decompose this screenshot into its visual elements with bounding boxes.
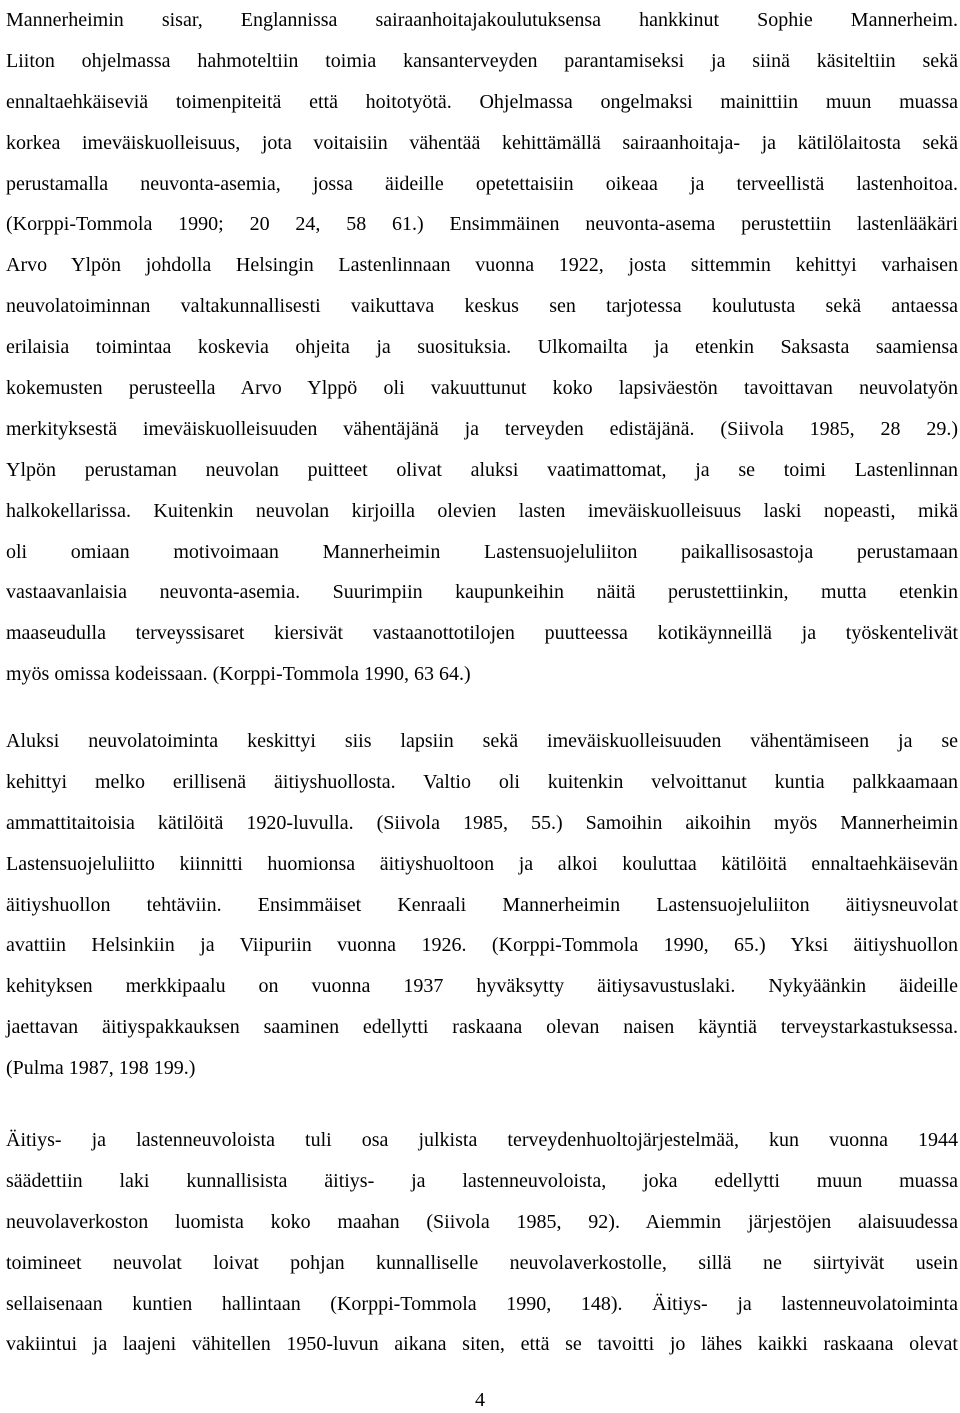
text-line: merkityksestä imeväiskuolleisuuden vähentäjänä ja terveyden edistäjänä. (Siivola 1985, 28 29.) bbox=[6, 417, 958, 440]
text-line: Liiton ohjelmassa hahmoteltiin toimia kansanterveyden parantamiseksi ja siinä käsiteltiin sekä bbox=[6, 49, 958, 72]
text-line: neuvolaverkoston luomista koko maahan (Siivola 1985, 92). Aiemmin järjestöjen alaisuudessa bbox=[6, 1210, 958, 1233]
text-line: Mannerheimin sisar, Englannissa sairaanhoitajakoulutuksensa hankkinut Sophie Mannerheim. bbox=[6, 9, 958, 31]
text-line: Ylpön perustaman neuvolan puitteet olivat aluksi vaatimattomat, ja se toimi Lastenlinnan bbox=[6, 458, 958, 481]
text-line: oli omiaan motivoimaan Mannerheimin Lastensuojeluliiton paikallisosastoja perustamaan bbox=[6, 540, 958, 563]
text-line: korkea imeväiskuolleisuus, jota voitaisiin vähentää kehittämällä sairaanhoitaja- ja kätilölaitosta sekä bbox=[6, 131, 958, 154]
text-line: neuvolatoiminnan valtakunnallisesti vaikuttava keskus sen tarjotessa koulutusta sekä antaessa bbox=[6, 295, 958, 318]
text-line: jaettavan äitiyspakkauksen saaminen edellytti raskaana olevan naisen käyntiä terveystarkastuksessa. bbox=[6, 1016, 958, 1039]
text-line: toimineet neuvolat loivat pohjan kunnalliselle neuvolaverkostolle, sillä ne siirtyivät usein bbox=[6, 1251, 958, 1274]
text-line: vakiintui ja laajeni vähitellen 1950-luvun aikana siten, että se tavoitti jo lähes kaikki raskaana olevat bbox=[6, 1333, 958, 1356]
text-line: ammattitaitoisia kätilöitä 1920-luvulla. (Siivola 1985, 55.) Samoihin aikoihin myös Mannerheimin bbox=[6, 811, 958, 834]
paragraph-1 bbox=[6, 0, 958, 695]
text-line: sellaisenaan kuntien hallintaan (Korppi-Tommola 1990, 148). Äitiys- ja lastenneuvolatoiminta bbox=[6, 1292, 958, 1315]
text-line: maaseudulla terveyssisaret kiersivät vastaanottotilojen puutteessa kotikäynneillä ja työskentelivät bbox=[6, 622, 958, 645]
text-line: (Pulma 1987, 198 199.) bbox=[6, 1057, 196, 1080]
text-line: ennaltaehkäiseviä toimenpiteitä että hoitotyötä. Ohjelmassa ongelmaksi mainittiin muun muassa bbox=[6, 90, 958, 113]
text-line: kehityksen merkkipaalu on vuonna 1937 hyväksytty äitiysavustuslaki. Nykyäänkin äideille bbox=[6, 975, 958, 998]
text-line: kokemusten perusteella Arvo Ylppö oli vakuuttunut koko lapsiväestön tavoittavan neuvolatyön bbox=[6, 377, 958, 400]
text-line: Äitiys- ja lastenneuvoloista tuli osa julkista terveydenhuoltojärjestelmää, kun vuonna 1944 bbox=[6, 1129, 958, 1151]
text-line: halkokellarissa. Kuitenkin neuvolan kirjoilla olevien lasten imeväiskuolleisuus laski nopeasti, mikä bbox=[6, 499, 958, 522]
text-line: myös omissa kodeissaan. (Korppi-Tommola 1990, 63 64.) bbox=[6, 663, 471, 686]
text-line: (Korppi-Tommola 1990; 20 24, 58 61.) Ensimmäinen neuvonta-asema perustettiin lastenlääkäri bbox=[6, 213, 958, 236]
text-line: erilaisia toimintaa koskevia ohjeita ja suosituksia. Ulkomailta ja etenkin Saksasta saamiensa bbox=[6, 336, 958, 359]
text-line: Lastensuojeluliitto kiinnitti huomionsa äitiyshuoltoon ja alkoi kouluttaa kätilöitä ennaltaehkäisevän bbox=[6, 852, 958, 875]
text-line: Aluksi neuvolatoiminta keskittyi siis lapsiin sekä imeväiskuolleisuuden vähentämiseen ja se bbox=[6, 730, 958, 752]
paragraph-3 bbox=[6, 1120, 958, 1365]
text-line: äitiyshuollon tehtäviin. Ensimmäiset Kenraali Mannerheimin Lastensuojeluliiton äitiysneuvolat bbox=[6, 893, 958, 916]
text-line: Arvo Ylpön johdolla Helsingin Lastenlinnaan vuonna 1922, josta sittemmin kehittyi varhaisen bbox=[6, 254, 958, 277]
text-line: vastaavanlaisia neuvonta-asemia. Suurimpiin kaupunkeihin näitä perustettiinkin, mutta etenkin bbox=[6, 581, 958, 604]
page-number: 4 bbox=[475, 1389, 485, 1411]
text-line: säädettiin laki kunnallisista äitiys- ja lastenneuvoloista, joka edellytti muun muassa bbox=[6, 1169, 958, 1192]
text-line: kehittyi melko erillisenä äitiyshuollosta. Valtio oli kuitenkin velvoittanut kuntia palkkaamaan bbox=[6, 770, 958, 793]
paragraph-2 bbox=[6, 721, 958, 1089]
text-line: avattiin Helsinkiin ja Viipuriin vuonna 1926. (Korppi-Tommola 1990, 65.) Yksi äitiyshuollon bbox=[6, 934, 958, 957]
text-line: perustamalla neuvonta-asemia, jossa äideille opetettaisiin oikeaa ja terveellistä lastenhoitoa. bbox=[6, 172, 958, 195]
